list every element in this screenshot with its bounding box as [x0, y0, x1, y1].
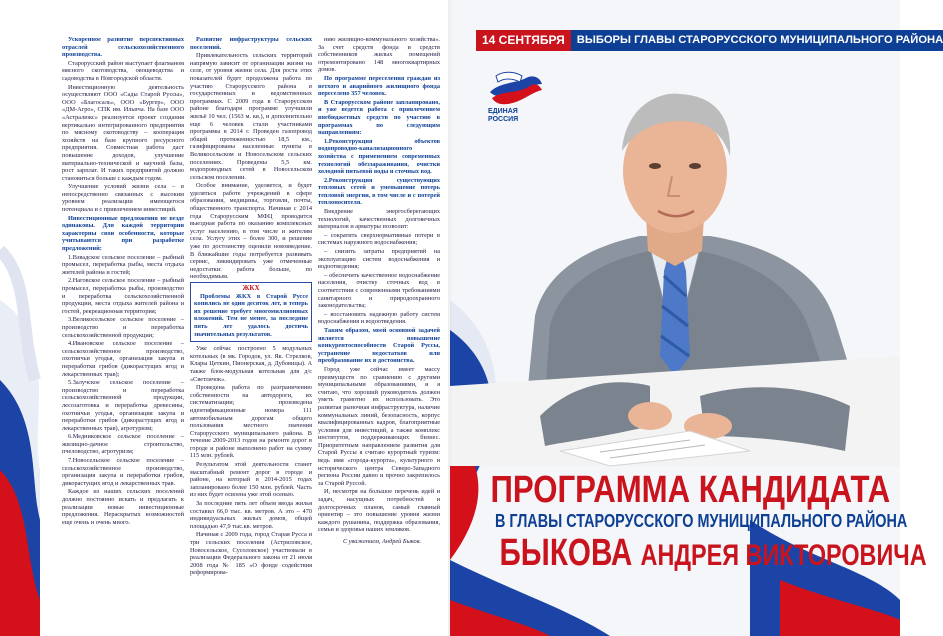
list-item: – восстановить надежную работу систем водоснабжения и водоотведения.	[318, 310, 440, 326]
paragraph: Особое внимание, уделяется, и будет уделяться работе учреждений в сфере образования, медицины, торговли, почты, общественного транспорта. Начиная с 2014 года Старорусским МФЦ проводится выездная работа по оказанию комплексных услуг населению, в том числе и жителям села. Услугу этих – более 300, и решение уже по достоинству оценили нововведение. В ближайшие годы потребуется развивать сервис, ликвидировать уже отмеченные недостатки: работа больше, по необходимым.	[190, 182, 312, 281]
election-date: 14 СЕНТЯБРЯ	[476, 30, 571, 51]
paragraph: За последние пять лет объем ввода жилья составил 66,0 тыс. кв. метров. А это – 470 индивидуальных жилых домов, общей площадью 47,9 тыс.кв. метров.	[190, 500, 312, 530]
paragraph: Проведена работа по разграничению собственности на автодороги, их систематизации; произведена идентификационные номера 111 автомобильным дорогам общего пользования местного значения Старорусского муниципального района. В течение 2009-2013 годов на ремонте дорог в городе и районе выполнено работ на сумму 115 млн. рублей.	[190, 384, 312, 460]
party-name	[488, 108, 518, 124]
housing-box-text: Проблемы ЖКХ в Старой Руссе копились не один десяток лет, и теперь их решение требует многомиллионных вложений. Тем не менее, за последние пять лет удалось достичь значительных результатов.	[194, 292, 308, 338]
list-item: – сократить сверхнормативные потери в системах наружного водоснабжения;	[318, 231, 440, 247]
article-columns	[62, 36, 442, 632]
election-title: ВЫБОРЫ ГЛАВЫ СТАРОРУССКОГО МУНИЦИПАЛЬНОГО РАЙОНА	[571, 30, 943, 51]
paragraph: Внедрение энергосберегающих технологий, качественных долговечных материалов и арматуры позволит:	[318, 208, 440, 231]
signature-line: С уважением, Андрей Быков.	[342, 538, 422, 545]
highlight-paragraph: Таким образом, моей основной задачей является повышение конкурентоспособности Старой Руссы, устранение недостатков или преобразование их в достоинства.	[318, 326, 440, 365]
paragraph: нию жилищно-коммунального хозяйства». За счет средств фонда и средств собственников жилых помещений отремонтировано 148 многоквартирных домов.	[318, 36, 440, 74]
paragraph: И, несмотря на большое перечень идей и задач, насущных потребностей и долгосрочных планов, самый главный ориентир – это повышение уровня жизни каждого рушанина, поддержка образования, семьи и здоровья наших земляков.	[318, 488, 440, 534]
party-name-line2: РОССИЯ	[488, 116, 519, 123]
list-item: 7.Новосельское сельское поселение – сельскохозяйственное производство, организация закупа и переработки грибов, дикорастущих ягод и лекарственных трав.	[62, 457, 184, 487]
candidate-name	[499, 532, 927, 577]
paragraph: Каждое из наших сельских поселений должно постоянно искать и предлагать к реализации новые инвестиционные предложения. Нераскрытых возможностей еще очень и очень много.	[62, 488, 184, 526]
list-item: 2.Реконструкция существующих тепловых сетей и уменьшение потерь тепловой энергии, в том числе и с потерей теплоносителя.	[318, 176, 440, 207]
election-banner	[476, 30, 943, 51]
section-heading: Развитие инфраструктуры сельских поселений.	[190, 36, 312, 51]
paragraph: Город уже сейчас имеет массу преимуществ по сравнению с другими муниципальными образованиями, и я считаю, что хороший руководитель должен уметь грамотно их использовать. Это развитая рыночная инфраструктура, наличие коммунальных линий, безопасность, корпус квалифицированных кадров, благоприятные условия для инвестиций, а также комплекс институтов, поддерживающих бизнес. Приоритетным направлением развития для Старой Руссы я считаю курортный туризм: ведь имя «города-курорта», культурного и исторического центра Северо-Западного региона России давно и прочно закрепилось за Старой Руссой.	[318, 365, 440, 487]
page-fold	[448, 0, 452, 636]
article-heading: Ускоренное развитие перспективных отраслей сельскохозяйственного производства.	[62, 36, 184, 59]
paragraph: Привлекательность сельских территорий напрямую зависит от организации жизни на селе, от уровня жизни села. Для роста этих показателей будет продолжена работа по участию Старорусского района в государственных и ведомственных программах. С 2009 года в Старорусском районе благодаря программе улучшили жильё 10 чел. (1563 м. кв.), и дополнительно еще 6 человек стали участниками программы в 2014 г. Проведен газопровод общей протяженностью 18,5 км., газифицированы населенные пункты в Великосельском и Новосельском сельских поселениях. Проведены 5,5 км. водопроводных сетей в Новосельском сельском поселении.	[190, 52, 312, 181]
paragraph: По программе переселения граждан из ветхого и аварийного жилищного фонда переселено 357 человек.	[318, 74, 440, 98]
list-item: 2.Наговское сельское поселение – рыбный промысел, переработка рыбы, производство и переработка сельскохозяйственной продукции, места отдыха жителей района и гостей, рекреационная территория;	[62, 277, 184, 315]
list-item: – снизить затраты предприятий на эксплуатацию систем водоснабжения и водоотведения;	[318, 248, 440, 271]
list-item: – обеспечить качественное водоснабжение населения, очистку сточных вод в соответствии с современными требованиями санитарного и природоохранного законодательства;	[318, 271, 440, 310]
program-title: ПРОГРАММА КАНДИДАТА	[490, 469, 891, 511]
list-item: 1.Взвадское сельское поселение – рыбный промысел, переработка рыбы, места отдыха жителей района и гостей;	[62, 253, 184, 276]
paragraph: Улучшение условий жизни села – в непосредственно связанных с высоким уровнем реализации имеющегося потенциала и с привлечением инвестиций.	[62, 183, 184, 214]
program-subtitle: В ГЛАВЫ СТАРОРУССКОГО МУНИЦИПАЛЬНОГО РАЙОНА	[495, 511, 908, 531]
list-item: 3.Великосельское сельское поселение – производство и переработка сельскохозяйственной продукции;	[62, 316, 184, 339]
article-column-3	[318, 36, 440, 632]
article-column-1	[62, 36, 184, 632]
list-item: 5.Залучское сельское поселение – производство и переработка сельскохозяйственной продукции, лесозаготовка и переработка древесины, охотничьи угодья, организация закупа и переработки грибов (дикорастущих ягод и лекарственных трав), агротуризм;	[62, 379, 184, 432]
paragraph: Начиная с 2009 года, город Старая Русса и три сельских поселения (Астриловское, Новосельское, Сусоловское) участвовали в реализации Федерального закона от 21 июля 2008 года № 185 «О фонде содействия реформирова-	[190, 531, 312, 577]
paragraph: Инвестиционную деятельность осуществляют ООО «Сады Старой Руссы», ООО «Благосаль», ООО «Бургер», ООО «ДМ-Агро», СПК им. Ильича. На базе ООО «Астралюкс» реализуется проект создания вертикально интегрированного предприятия по мясному скотоводству – кооперация хозяйств на базе крупного ресурсного предприятия. Совместная работа даст повышение доходов, улучшение материально-технической и научной базы, рост зарплат. И таких предприятий должно становиться больше с каждым годом.	[62, 83, 184, 182]
list-item: 6.Медниковское сельское поселение – жилищно-дачное строительство, пчеловодство, агротуризм;	[62, 433, 184, 456]
paragraph: Уже сейчас построено 5 модульных котельных (в мк. Городок, ул. Як. Стрелков, Клары Цеткин, Пионерская, д. Дубовицы). А также блок-модульная котельная для д/с «Светлячок».	[190, 345, 312, 383]
candidate-surname: БЫКОВА	[499, 532, 633, 574]
left-page	[0, 0, 450, 636]
list-item: 1.Реконструкция объектов водопроводно-канализационного хозяйства с применением современных технологий обеззараживания, очистки холодной питьевой воды и сточных вод.	[318, 137, 440, 176]
candidate-given-names: АНДРЕЯ ВИКТОРОВИЧА	[640, 539, 927, 572]
party-name-line1: ЕДИНАЯ	[488, 108, 518, 115]
paragraph: Старорусский район выступает флагманом мясного скотоводства, овощеводства и садоводства в Новгородской области.	[62, 59, 184, 82]
housing-box	[190, 282, 312, 342]
list-item: 4.Ивановское сельское поселение – сельскохозяйственное производство, охотничьи угодья, организация закупа и переработки грибов (дикорастущих ягод и лекарственных трав);	[62, 340, 184, 378]
housing-box-title: ЖКХ	[242, 284, 260, 292]
right-page	[450, 0, 943, 636]
paragraph: В Старорусском районе запланировано, и уже ведется работа с привлечением внебюджетных средств по участию в программах по следующим направлениям:	[318, 98, 440, 137]
paragraph: Результатом этой деятельности станет масштабный ремонт дорог в городе и районе, на который в 2014-2015 годах запланировано более 150 млн. рублей. Часть из них будет освоена уже этой осенью.	[190, 461, 312, 499]
highlight-paragraph: Инвестиционные предложения не везде одинаковы. Для каждой территории характерны свои особенности, которые учитываются при разработке предложений:	[62, 214, 184, 253]
article-column-2	[190, 36, 312, 632]
